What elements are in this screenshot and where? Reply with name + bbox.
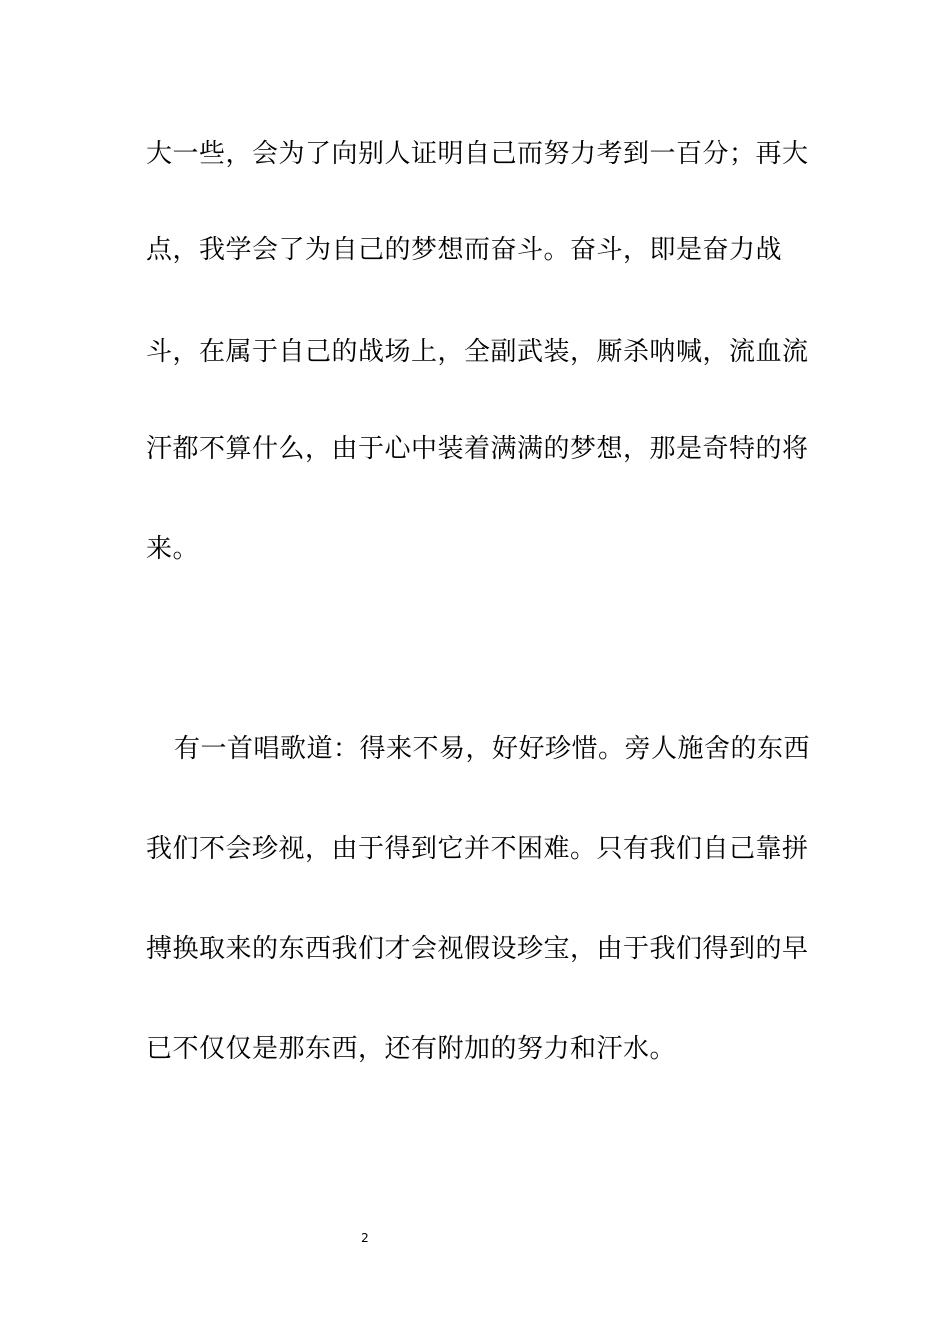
page-number: 2 xyxy=(361,1231,369,1245)
paragraph-2-line-4: 已不仅仅是那东西，还有附加的努力和汗水。 xyxy=(146,1034,677,1064)
paragraph-1-line-5: 来。 xyxy=(146,534,200,564)
paragraph-1-line-4: 汗都不算什么，由于心中装着满满的梦想，那是奇特的将 xyxy=(146,434,809,464)
paragraph-1-line-3: 斗，在属于自己的战场上，全副武装，厮杀呐喊，流血流 xyxy=(146,337,809,367)
paragraph-1-line-2: 点，我学会了为自己的梦想而奋斗。奋斗，即是奋力战 xyxy=(146,235,783,265)
paragraph-2-line-3: 搏换取来的东西我们才会视假设珍宝，由于我们得到的早 xyxy=(146,934,809,964)
paragraph-1-line-1: 大一些，会为了向别人证明自己而努力考到一百分；再大 xyxy=(146,139,809,169)
paragraph-2-line-2: 我们不会珍视，由于得到它并不困难。只有我们自己靠拼 xyxy=(146,834,809,864)
paragraph-2-line-1: 有一首唱歌道：得来不易，好好珍惜。旁人施舍的东西 xyxy=(174,734,811,764)
